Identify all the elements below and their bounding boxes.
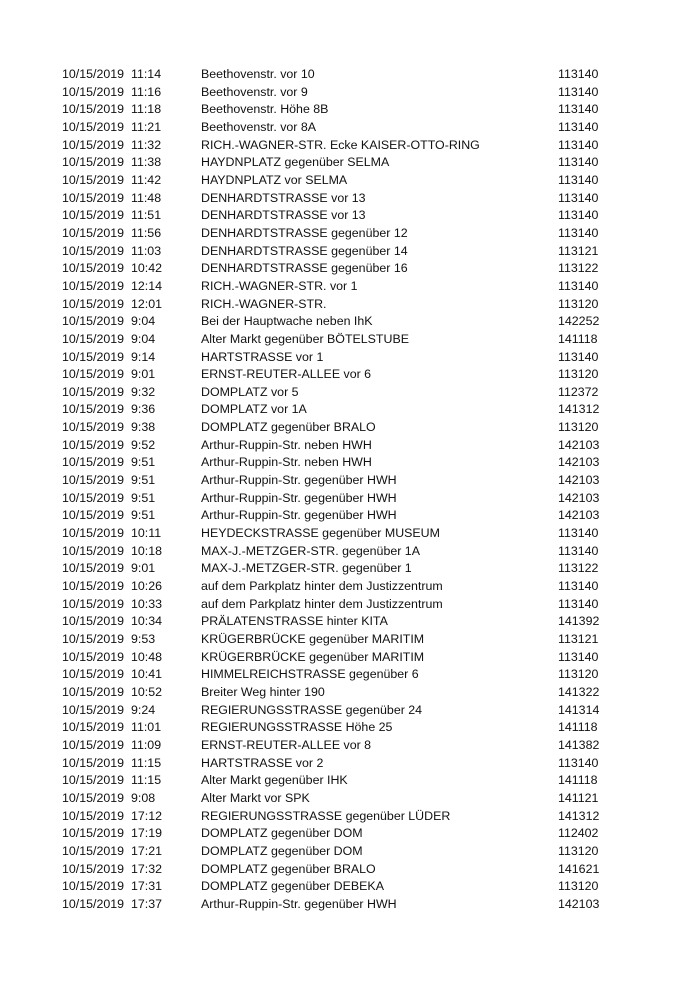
row-code: 113140 — [558, 84, 599, 99]
table-row — [0, 419, 700, 437]
row-date: 10/15/2019 — [62, 119, 125, 134]
row-code: 113140 — [558, 579, 599, 594]
row-time: 11:38 — [131, 155, 162, 170]
row-time: 10:52 — [131, 684, 163, 699]
table-row — [0, 154, 700, 172]
table-row — [0, 737, 700, 755]
row-time: 9:01 — [131, 561, 156, 576]
row-date: 10/15/2019 — [62, 384, 125, 399]
row-code: 113140 — [558, 543, 599, 558]
row-location: HAYDNPLATZ gegenüber SELMA — [201, 155, 390, 170]
row-date: 10/15/2019 — [62, 314, 125, 329]
row-code: 113140 — [558, 172, 599, 187]
table-row — [0, 755, 700, 773]
row-date: 10/15/2019 — [62, 649, 125, 664]
row-location: KRÜGERBRÜCKE gegenüber MARITIM — [201, 632, 425, 646]
row-location: Beethovenstr. Höhe 8B — [201, 102, 329, 117]
row-location: DENHARDTSTRASSE gegenüber 14 — [201, 243, 408, 258]
table-row — [0, 613, 700, 631]
row-time: 17:31 — [131, 879, 163, 894]
row-location: MAX-J.-METZGER-STR. gegenüber 1 — [201, 561, 412, 576]
row-code: 113121 — [558, 243, 599, 258]
row-location: HARTSTRASSE vor 1 — [201, 349, 324, 364]
row-date: 10/15/2019 — [62, 243, 125, 258]
row-time: 11:32 — [131, 137, 162, 152]
row-date: 10/15/2019 — [62, 737, 125, 752]
row-time: 9:53 — [131, 632, 156, 646]
row-code: 142103 — [558, 896, 600, 911]
table-row — [0, 225, 700, 243]
row-code: 113140 — [558, 155, 599, 170]
table-row — [0, 790, 700, 808]
row-date: 10/15/2019 — [62, 755, 125, 770]
row-location: Alter Markt gegenüber BÖTELSTUBE — [201, 331, 409, 346]
row-date: 10/15/2019 — [62, 561, 125, 576]
row-location: ERNST-REUTER-ALLEE vor 8 — [201, 737, 372, 752]
row-date: 10/15/2019 — [62, 684, 125, 699]
row-date: 10/15/2019 — [62, 843, 125, 858]
row-date: 10/15/2019 — [62, 67, 125, 81]
row-time: 11:14 — [131, 67, 162, 81]
row-date: 10/15/2019 — [62, 102, 125, 117]
row-location: Arthur-Ruppin-Str. neben HWH — [201, 455, 372, 470]
row-date: 10/15/2019 — [62, 720, 125, 735]
row-code: 141314 — [558, 702, 600, 717]
row-location: Arthur-Ruppin-Str. gegenüber HWH — [201, 896, 397, 911]
row-location: Alter Markt vor SPK — [201, 790, 310, 805]
row-time: 17:37 — [131, 896, 163, 911]
row-location: Beethovenstr. vor 8A — [201, 119, 317, 134]
row-location: RICH.-WAGNER-STR. — [201, 296, 327, 311]
row-time: 9:04 — [131, 314, 156, 329]
row-location: DOMPLATZ gegenüber BRALO — [201, 861, 376, 876]
row-date: 10/15/2019 — [62, 508, 125, 523]
table-row — [0, 896, 700, 914]
row-time: 10:18 — [131, 543, 163, 558]
row-time: 11:09 — [131, 737, 162, 752]
row-time: 17:12 — [131, 808, 163, 823]
row-code: 141392 — [558, 614, 600, 629]
row-code: 113140 — [558, 190, 599, 205]
row-code: 141121 — [558, 790, 599, 805]
row-location: Bei der Hauptwache neben IhK — [201, 314, 373, 329]
row-date: 10/15/2019 — [62, 632, 125, 646]
row-location: DOMPLATZ gegenüber DOM — [201, 843, 363, 858]
table-row — [0, 808, 700, 826]
row-code: 141322 — [558, 684, 600, 699]
row-code: 141118 — [558, 720, 598, 735]
table-row — [0, 66, 700, 84]
table-row — [0, 861, 700, 879]
row-date: 10/15/2019 — [62, 420, 125, 435]
row-time: 11:18 — [131, 102, 162, 117]
row-code: 113120 — [558, 879, 599, 894]
table-row — [0, 437, 700, 455]
row-code: 141312 — [558, 402, 600, 417]
row-location: HARTSTRASSE vor 2 — [201, 755, 324, 770]
row-location: DENHARDTSTRASSE gegenüber 12 — [201, 225, 408, 240]
row-location: Arthur-Ruppin-Str. gegenüber HWH — [201, 473, 397, 488]
row-time: 9:51 — [131, 508, 156, 523]
row-location: KRÜGERBRÜCKE gegenüber MARITIM — [201, 649, 425, 664]
table-row — [0, 684, 700, 702]
row-time: 10:48 — [131, 649, 163, 664]
row-location: REGIERUNGSSTRASSE gegenüber LÜDER — [201, 808, 451, 823]
row-date: 10/15/2019 — [62, 225, 125, 240]
row-time: 9:04 — [131, 331, 156, 346]
table-row — [0, 472, 700, 490]
table-row — [0, 843, 700, 861]
row-code: 141312 — [558, 808, 600, 823]
row-location: HAYDNPLATZ vor SELMA — [201, 172, 348, 187]
row-location: DENHARDTSTRASSE vor 13 — [201, 190, 366, 205]
row-time: 11:21 — [131, 119, 162, 134]
row-time: 10:34 — [131, 614, 163, 629]
row-date: 10/15/2019 — [62, 773, 125, 788]
row-date: 10/15/2019 — [62, 473, 125, 488]
row-time: 9:51 — [131, 473, 156, 488]
row-code: 141118 — [558, 331, 598, 346]
row-time: 11:01 — [131, 720, 162, 735]
row-location: DOMPLATZ gegenüber DOM — [201, 826, 363, 841]
row-date: 10/15/2019 — [62, 296, 125, 311]
table-row — [0, 260, 700, 278]
row-date: 10/15/2019 — [62, 861, 125, 876]
row-location: REGIERUNGSSTRASSE gegenüber 24 — [201, 702, 423, 717]
row-date: 10/15/2019 — [62, 808, 125, 823]
row-date: 10/15/2019 — [62, 261, 125, 276]
row-code: 113140 — [558, 137, 599, 152]
row-time: 17:21 — [131, 843, 163, 858]
row-date: 10/15/2019 — [62, 155, 125, 170]
row-code: 142103 — [558, 455, 600, 470]
table-row — [0, 119, 700, 137]
table-row — [0, 190, 700, 208]
row-location: ERNST-REUTER-ALLEE vor 6 — [201, 367, 372, 382]
table-row — [0, 878, 700, 896]
row-code: 142103 — [558, 473, 600, 488]
row-location: HEYDECKSTRASSE gegenüber MUSEUM — [201, 526, 440, 541]
row-code: 113120 — [558, 667, 599, 682]
row-time: 10:42 — [131, 261, 163, 276]
row-location: Arthur-Ruppin-Str. neben HWH — [201, 437, 372, 452]
row-location: MAX-J.-METZGER-STR. gegenüber 1A — [201, 543, 420, 558]
row-location: RICH.-WAGNER-STR. Ecke KAISER-OTTO-RING — [201, 137, 480, 152]
row-code: 113140 — [558, 278, 599, 293]
row-code: 142252 — [558, 314, 600, 329]
row-date: 10/15/2019 — [62, 278, 125, 293]
table-row — [0, 278, 700, 296]
row-code: 113140 — [558, 349, 599, 364]
row-code: 141621 — [558, 861, 600, 876]
table-row — [0, 101, 700, 119]
row-location: Arthur-Ruppin-Str. gegenüber HWH — [201, 508, 397, 523]
row-date: 10/15/2019 — [62, 190, 125, 205]
row-code: 113120 — [558, 367, 599, 382]
table-row — [0, 631, 700, 649]
row-location: REGIERUNGSSTRASSE Höhe 25 — [201, 720, 393, 735]
table-row — [0, 137, 700, 155]
row-code: 142103 — [558, 508, 600, 523]
row-date: 10/15/2019 — [62, 402, 125, 417]
row-date: 10/15/2019 — [62, 826, 125, 841]
row-location: auf dem Parkplatz hinter dem Justizzentrum — [201, 579, 443, 594]
row-date: 10/15/2019 — [62, 367, 125, 382]
row-time: 9:08 — [131, 790, 156, 805]
row-location: Arthur-Ruppin-Str. gegenüber HWH — [201, 490, 397, 505]
row-time: 9:32 — [131, 384, 156, 399]
row-code: 142103 — [558, 437, 600, 452]
row-time: 9:14 — [131, 349, 156, 364]
row-location: DOMPLATZ gegenüber BRALO — [201, 420, 376, 435]
row-time: 11:03 — [131, 243, 162, 258]
row-location: DENHARDTSTRASSE vor 13 — [201, 208, 366, 223]
row-date: 10/15/2019 — [62, 208, 125, 223]
row-code: 112402 — [558, 826, 599, 841]
row-date: 10/15/2019 — [62, 455, 125, 470]
row-time: 10:41 — [131, 667, 163, 682]
row-code: 113121 — [558, 632, 599, 646]
row-code: 141118 — [558, 773, 598, 788]
row-code: 113140 — [558, 526, 599, 541]
row-location: PRÄLATENSTRASSE hinter KITA — [201, 614, 388, 629]
row-time: 9:24 — [131, 702, 156, 717]
row-date: 10/15/2019 — [62, 543, 125, 558]
row-code: 113140 — [558, 67, 599, 81]
row-code: 113140 — [558, 755, 599, 770]
row-date: 10/15/2019 — [62, 526, 125, 541]
row-location: Beethovenstr. vor 9 — [201, 84, 308, 99]
row-location: RICH.-WAGNER-STR. vor 1 — [201, 278, 358, 293]
table-row — [0, 543, 700, 561]
record-table — [0, 66, 700, 914]
row-time: 11:42 — [131, 172, 162, 187]
table-row — [0, 401, 700, 419]
table-row — [0, 172, 700, 190]
row-location: Beethovenstr. vor 10 — [201, 67, 315, 81]
table-row — [0, 578, 700, 596]
row-time: 9:52 — [131, 437, 156, 452]
table-row — [0, 384, 700, 402]
row-time: 11:51 — [131, 208, 162, 223]
row-date: 10/15/2019 — [62, 896, 125, 911]
table-row — [0, 702, 700, 720]
row-date: 10/15/2019 — [62, 84, 125, 99]
table-row — [0, 243, 700, 261]
row-code: 113140 — [558, 225, 599, 240]
table-row — [0, 649, 700, 667]
table-row — [0, 331, 700, 349]
row-date: 10/15/2019 — [62, 702, 125, 717]
row-code: 113122 — [558, 261, 599, 276]
row-location: DENHARDTSTRASSE gegenüber 16 — [201, 261, 408, 276]
row-date: 10/15/2019 — [62, 879, 125, 894]
row-time: 12:14 — [131, 278, 163, 293]
row-date: 10/15/2019 — [62, 579, 125, 594]
table-row — [0, 772, 700, 790]
row-code: 141382 — [558, 737, 600, 752]
row-date: 10/15/2019 — [62, 137, 125, 152]
row-location: Alter Markt gegenüber IHK — [201, 773, 348, 788]
row-location: DOMPLATZ vor 1A — [201, 402, 307, 417]
table-row — [0, 719, 700, 737]
table-row — [0, 296, 700, 314]
row-time: 9:36 — [131, 402, 156, 417]
row-time: 17:32 — [131, 861, 163, 876]
row-time: 10:33 — [131, 596, 163, 611]
table-row — [0, 490, 700, 508]
table-row — [0, 454, 700, 472]
table-row — [0, 207, 700, 225]
row-time: 9:51 — [131, 490, 156, 505]
table-row — [0, 666, 700, 684]
row-date: 10/15/2019 — [62, 437, 125, 452]
row-location: HIMMELREICHSTRASSE gegenüber 6 — [201, 667, 419, 682]
table-row — [0, 596, 700, 614]
row-date: 10/15/2019 — [62, 490, 125, 505]
row-location: DOMPLATZ vor 5 — [201, 384, 299, 399]
row-code: 113140 — [558, 102, 599, 117]
row-date: 10/15/2019 — [62, 667, 125, 682]
row-time: 11:56 — [131, 225, 162, 240]
row-time: 12:01 — [131, 296, 163, 311]
row-date: 10/15/2019 — [62, 349, 125, 364]
row-code: 113140 — [558, 119, 599, 134]
row-time: 9:01 — [131, 367, 156, 382]
row-time: 9:38 — [131, 420, 156, 435]
table-row — [0, 84, 700, 102]
table-row — [0, 825, 700, 843]
row-time: 11:16 — [131, 84, 162, 99]
row-date: 10/15/2019 — [62, 614, 125, 629]
row-code: 112372 — [558, 384, 599, 399]
row-code: 113120 — [558, 296, 599, 311]
row-location: Breiter Weg hinter 190 — [201, 684, 325, 699]
row-time: 11:15 — [131, 755, 162, 770]
row-date: 10/15/2019 — [62, 331, 125, 346]
row-code: 113122 — [558, 561, 599, 576]
row-location: DOMPLATZ gegenüber DEBEKA — [201, 879, 384, 894]
row-code: 113120 — [558, 843, 599, 858]
row-time: 10:11 — [131, 526, 162, 541]
table-row — [0, 560, 700, 578]
row-time: 11:15 — [131, 773, 162, 788]
row-time: 11:48 — [131, 190, 162, 205]
table-row — [0, 525, 700, 543]
row-code: 113140 — [558, 208, 599, 223]
row-time: 10:26 — [131, 579, 163, 594]
row-location: auf dem Parkplatz hinter dem Justizzentrum — [201, 596, 443, 611]
row-date: 10/15/2019 — [62, 172, 125, 187]
row-code: 113120 — [558, 420, 599, 435]
row-code: 113140 — [558, 649, 599, 664]
table-row — [0, 313, 700, 331]
table-row — [0, 349, 700, 367]
row-date: 10/15/2019 — [62, 596, 125, 611]
row-code: 142103 — [558, 490, 600, 505]
row-date: 10/15/2019 — [62, 790, 125, 805]
row-time: 17:19 — [131, 826, 163, 841]
row-code: 113140 — [558, 596, 599, 611]
table-row — [0, 507, 700, 525]
row-time: 9:51 — [131, 455, 156, 470]
table-row — [0, 366, 700, 384]
